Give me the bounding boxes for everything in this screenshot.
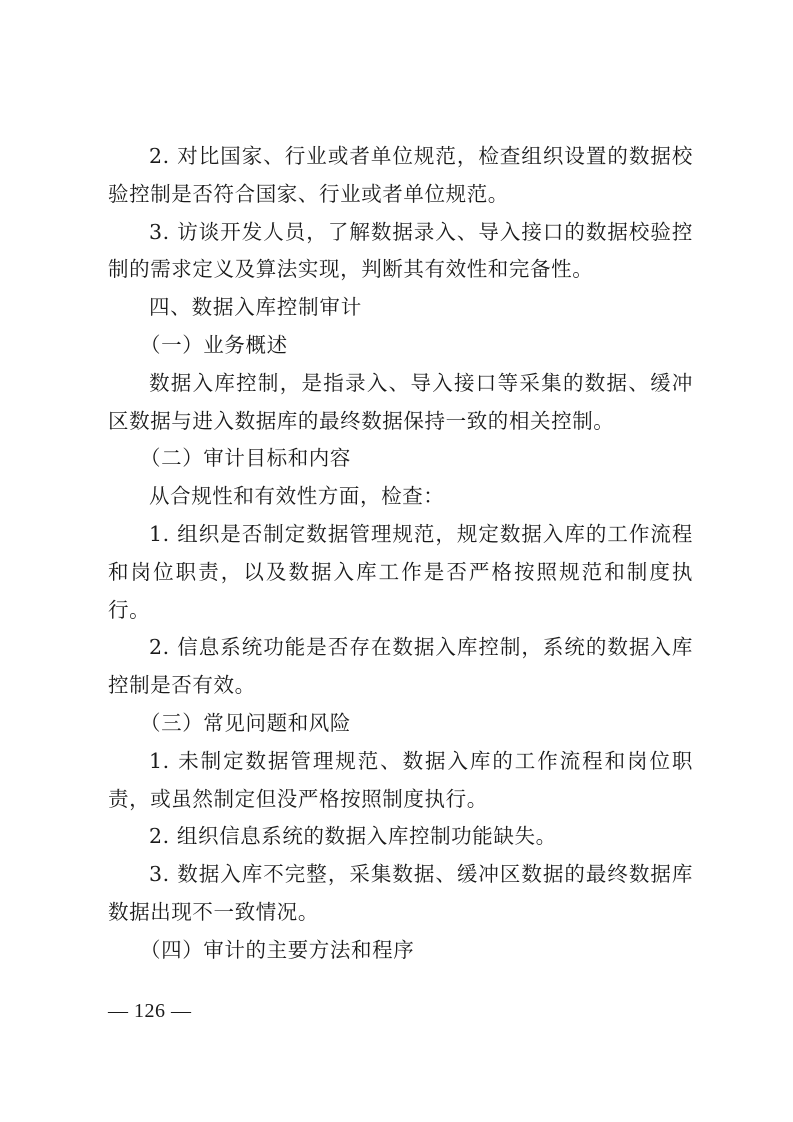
- subsection-heading-methods: （四）审计的主要方法和程序: [140, 937, 415, 962]
- subsection-heading-objectives: （二）审计目标和内容: [140, 446, 351, 471]
- paragraph-risk-3: 3. 数据入库不完整，采集数据、缓冲区数据的最终数据库数据出现不一致情况。: [108, 862, 693, 924]
- paragraph-risk-2: 2. 组织信息系统的数据入库控制功能缺失。: [149, 824, 557, 849]
- paragraph-intro: 从合规性和有效性方面，检查：: [149, 484, 445, 509]
- section-heading: 四、数据入库控制审计: [149, 295, 362, 320]
- paragraph-risk-1: 1. 未制定数据管理规范、数据入库的工作流程和岗位职责，或虽然制定但没严格按照制度执行。: [108, 748, 693, 811]
- subsection-heading-risks: （三）常见问题和风险: [140, 710, 351, 735]
- page-body: [108, 138, 693, 970]
- paragraph-item-3: 3. 访谈开发人员，了解数据录入、导入接口的数据校验控制的需求定义及算法实现，判断其有效性和完备性。: [108, 219, 693, 282]
- paragraph-item-2: 2. 对比国家、行业或者单位规范，检查组织设置的数据校验控制是否符合国家、行业或者单位规范。: [108, 144, 693, 206]
- page-number: — 126 —: [108, 1000, 192, 1022]
- paragraph-objective-2: 2. 信息系统功能是否存在数据入库控制，系统的数据入库控制是否有效。: [108, 635, 693, 698]
- paragraph-objective-1: 1. 组织是否制定数据管理规范，规定数据入库的工作流程和岗位职责，以及数据入库工作是否严格按照规范和制度执行。: [108, 521, 693, 622]
- paragraph-overview: 数据入库控制，是指录入、导入接口等采集的数据、缓冲区数据与进入数据库的最终数据保持一致的相关控制。: [108, 370, 693, 433]
- subsection-heading-overview: （一）业务概述: [140, 332, 288, 357]
